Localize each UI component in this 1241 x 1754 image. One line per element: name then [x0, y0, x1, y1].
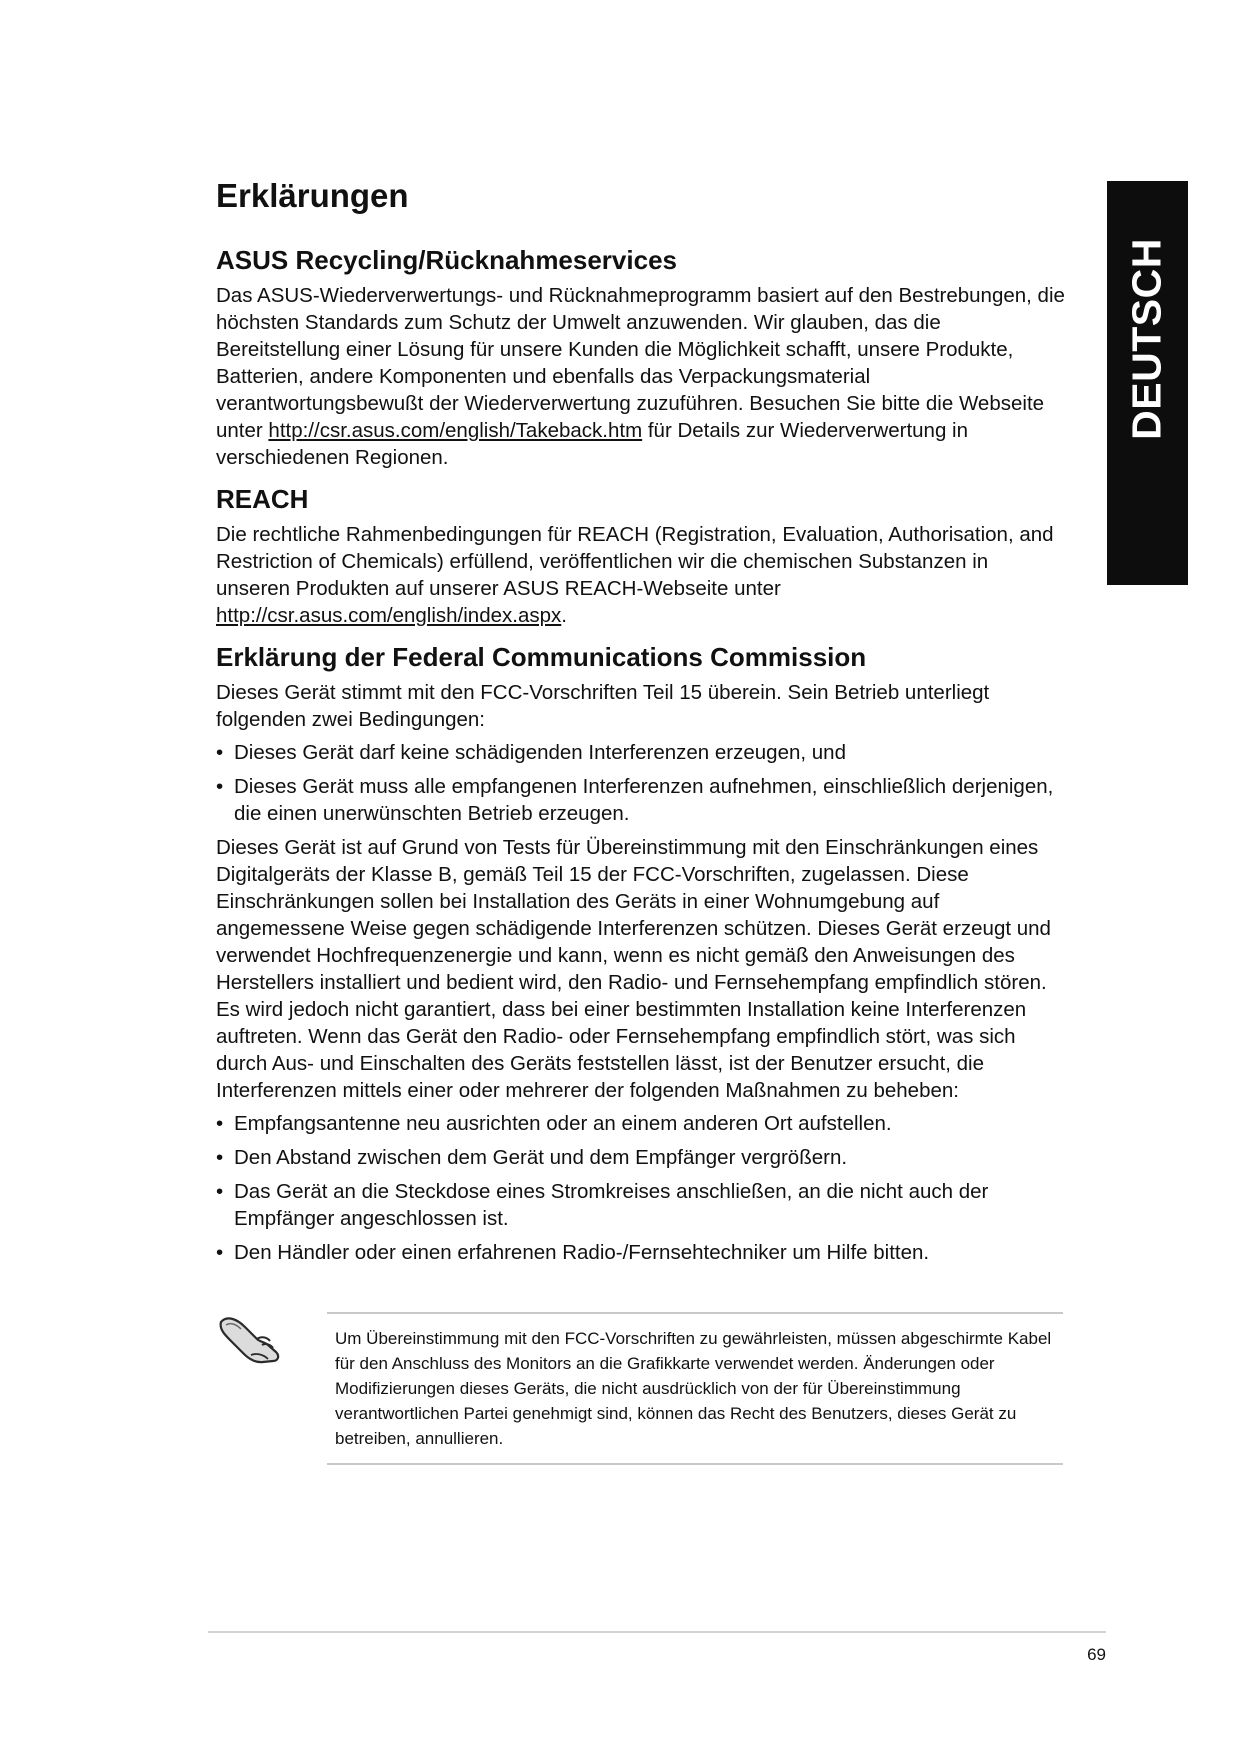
list-item — [216, 739, 1066, 766]
recycling-heading: ASUS Recycling/Rücknahmeservices — [216, 245, 677, 275]
list-item — [216, 1239, 1066, 1266]
list-item — [216, 1178, 1066, 1232]
page-content — [216, 172, 1066, 1273]
bullet-icon: • — [216, 1146, 224, 1169]
bullet-icon: • — [216, 1241, 224, 1264]
recycling-text: Das ASUS-Wiederverwertungs- und Rücknahmeprogramm basiert auf den Bestrebungen, die höchsten Standards zum Schutz der Umwelt anzuwenden. Wir glauben, das die Bereitstellung einer Lösung für unsere Kunden die Möglichkeit schafft, unsere Produkte, Batterien, andere Komponenten und ebenfalls das Verpackungsmaterial verantwortungsbewußt der Wiederverwertung zuzuführen. Besuchen Sie bitte die Webseite unter — [216, 284, 1065, 442]
bullet-icon: • — [216, 775, 224, 798]
fcc-heading: Erklärung der Federal Communications Commission — [216, 642, 867, 672]
condition-text: Dieses Gerät darf keine schädigenden Interferenzen erzeugen, und — [234, 741, 846, 764]
reach-section — [216, 477, 1066, 629]
footer-divider — [208, 1631, 1106, 1633]
page-number: 69 — [1087, 1645, 1106, 1664]
fcc-intro: Dieses Gerät stimmt mit den FCC-Vorschriften Teil 15 überein. Sein Betrieb unterliegt folgenden zwei Bedingungen: — [216, 681, 990, 731]
recycling-paragraph — [216, 282, 1066, 471]
measure-text: Empfangsantenne neu ausrichten oder an einem anderen Ort aufstellen. — [234, 1112, 892, 1135]
reach-link[interactable]: http://csr.asus.com/english/index.aspx — [216, 604, 562, 627]
page-title: Erklärungen — [216, 177, 409, 214]
measure-text: Den Händler oder einen erfahrenen Radio-/Fernsehtechniker um Hilfe bitten. — [234, 1241, 930, 1264]
reach-paragraph — [216, 521, 1066, 629]
note-box — [327, 1312, 1063, 1465]
measure-text: Das Gerät an die Steckdose eines Stromkreises anschließen, an die nicht auch der Empfänger angeschlossen ist. — [234, 1180, 989, 1230]
reach-heading: REACH — [216, 484, 309, 514]
note-text: Um Übereinstimmung mit den FCC-Vorschriften zu gewährleisten, müssen abgeschirmte Kabel für den Anschluss des Monitors an die Grafikkarte verwendet werden. Änderungen oder Modifizierungen dieses Geräts, die nicht ausdrücklich von der für Übereinstimmung verantwortlichen Partei genehmigt sind, können das Recht des Benutzers, dieses Gerät zu betreiben, annullieren. — [335, 1329, 1052, 1448]
language-tab-label: DEUTSCH — [1123, 238, 1170, 440]
fcc-section — [216, 635, 1066, 1266]
fcc-measures-list — [216, 1110, 1066, 1266]
condition-text: Dieses Gerät muss alle empfangenen Interferenzen aufnehmen, einschließlich derjenigen, die einen unerwünschten Betrieb erzeugen. — [234, 775, 1054, 825]
language-side-tab — [1107, 181, 1188, 585]
list-item — [216, 1144, 1066, 1171]
recycling-section — [216, 238, 1066, 471]
bullet-icon: • — [216, 1180, 224, 1203]
fcc-conditions-list — [216, 739, 1066, 827]
pointing-hand-icon — [218, 1312, 286, 1368]
reach-text: Die rechtliche Rahmenbedingungen für REACH (Registration, Evaluation, Authorisation, and Restriction of Chemicals) erfüllend, veröffentlichen wir die chemischen Substanzen in unseren Produkten auf unserer ASUS REACH-Webseite unter — [216, 523, 1054, 600]
bullet-icon: • — [216, 741, 224, 764]
bullet-icon: • — [216, 1112, 224, 1135]
measure-text: Den Abstand zwischen dem Gerät und dem Empfänger vergrößern. — [234, 1146, 848, 1169]
takeback-link[interactable]: http://csr.asus.com/english/Takeback.htm — [268, 419, 643, 442]
list-item — [216, 1110, 1066, 1137]
reach-text-end: . — [561, 604, 567, 627]
list-item — [216, 773, 1066, 827]
fcc-body: Dieses Gerät ist auf Grund von Tests für Übereinstimmung mit den Einschränkungen eines Digitalgeräts der Klasse B, gemäß Teil 15 der FCC-Vorschriften, zugelassen. Diese Einschränkungen sollen bei Installation des Geräts in einer Wohnumgebung auf angemessene Weise gegen schädigende Interferenzen schützen. Dieses Gerät erzeugt und verwendet Hochfrequenzenergie und kann, wenn es nicht gemäß den Anweisungen des Herstellers installiert und bedient wird, den Radio- und Fernsehempfang empfindlich stören. Es wird jedoch nicht garantiert, dass bei einer bestimmten Installation keine Interferenzen auftreten. Wenn das Gerät den Radio- oder Fernsehempfang empfindlich stört, was sich durch Aus- und Einschalten des Geräts feststellen lässt, ist der Benutzer ersucht, die Interferenzen mittels einer oder mehrerer der folgenden Maßnahmen zu beheben: — [216, 836, 1051, 1102]
recycling-text-end: für Details zur Wiederverwertung in verschiedenen Regionen. — [216, 419, 968, 469]
